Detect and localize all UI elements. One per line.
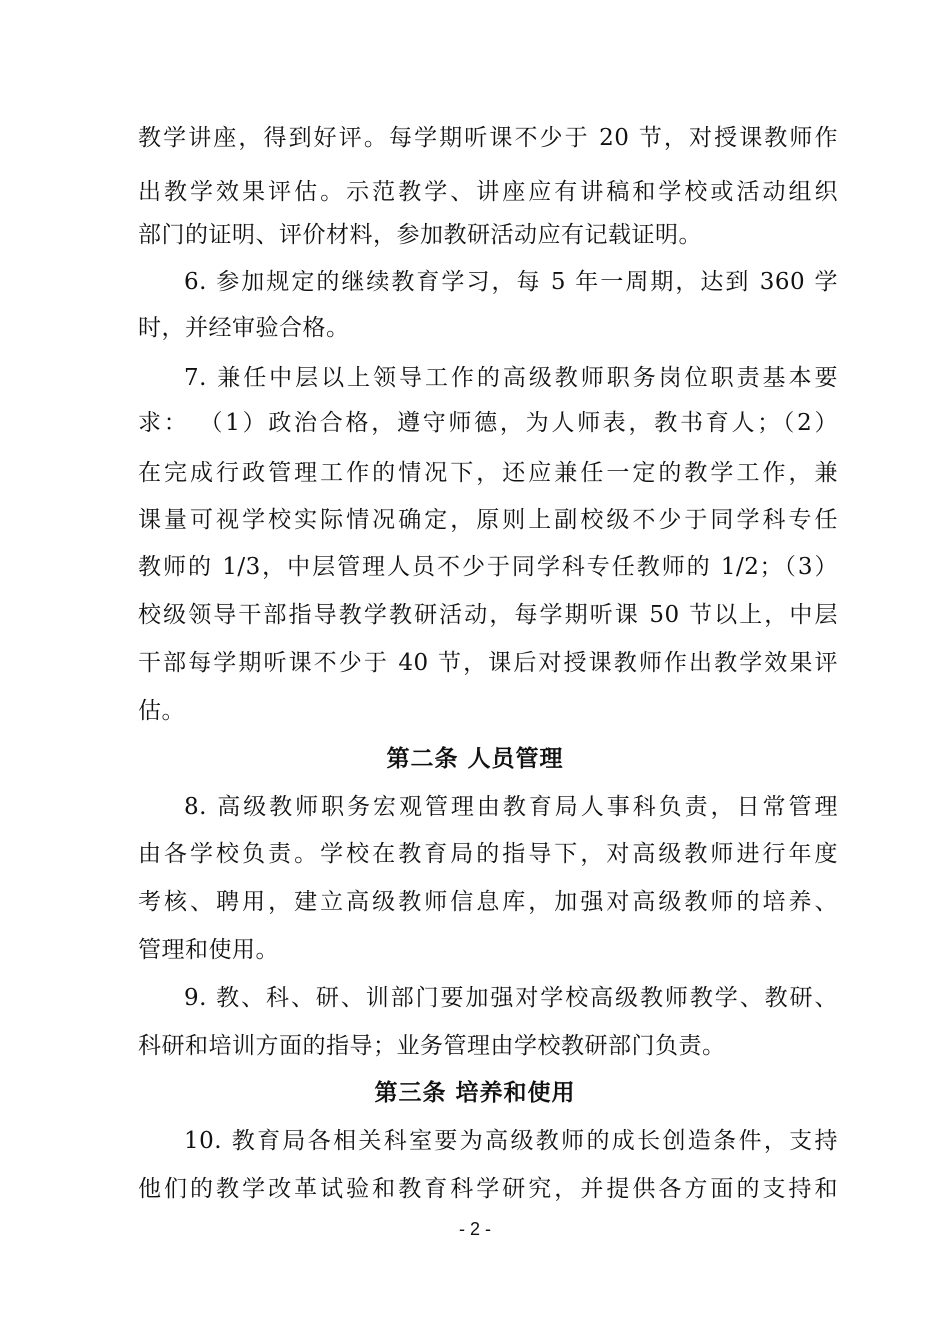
text-line: 他们的教学改革试验和教育科学研究，并提供各方面的支持和	[138, 1176, 838, 1202]
text-line: 7. 兼任中层以上领导工作的高级教师职务岗位职责基本要	[184, 365, 838, 391]
text-line: 教师的 1/3，中层管理人员不少于同学科专任教师的 1/2；（3）	[138, 554, 838, 580]
text-line: 估。	[138, 698, 185, 724]
text-line: 管理和使用。	[138, 937, 279, 963]
text-line: 干部每学期听课不少于 40 节，课后对授课教师作出教学效果评	[138, 650, 838, 676]
text-line: 8. 高级教师职务宏观管理由教育局人事科负责，日常管理	[184, 794, 838, 820]
text-line: 考核、聘用，建立高级教师信息库，加强对高级教师的培养、	[138, 889, 838, 915]
text-line: 科研和培训方面的指导；业务管理由学校教研部门负责。	[138, 1033, 726, 1059]
text-line: 10. 教育局各相关科室要为高级教师的成长创造条件，支持	[184, 1128, 838, 1154]
text-line: 由各学校负责。学校在教育局的指导下，对高级教师进行年度	[138, 841, 838, 867]
text-line: 出教学效果评估。示范教学、讲座应有讲稿和学校或活动组织	[138, 179, 838, 205]
text-line: 9. 教、科、研、训部门要加强对学校高级教师教学、教研、	[184, 985, 838, 1011]
text-line: 课量可视学校实际情况确定，原则上副校级不少于同学科专任	[138, 507, 838, 533]
text-line: 部门的证明、评价材料，参加教研活动应有记载证明。	[138, 222, 702, 248]
text-line: 在完成行政管理工作的情况下，还应兼任一定的教学工作，兼	[138, 460, 838, 486]
text-line: 教学讲座，得到好评。每学期听课不少于 20 节，对授课教师作	[138, 125, 838, 151]
section-heading: 第三条 培养和使用	[374, 1080, 576, 1106]
text-line: 校级领导干部指导教学教研活动，每学期听课 50 节以上，中层	[138, 602, 838, 628]
text-line: 时，并经审验合格。	[138, 315, 350, 341]
text-line: 求： （1）政治合格，遵守师德，为人师表，教书育人；（2）	[138, 410, 838, 436]
text-line: 6. 参加规定的继续教育学习，每 5 年一周期，达到 360 学	[184, 269, 838, 295]
section-heading: 第二条 人员管理	[386, 746, 564, 772]
page-number: - 2 -	[458, 1219, 491, 1239]
